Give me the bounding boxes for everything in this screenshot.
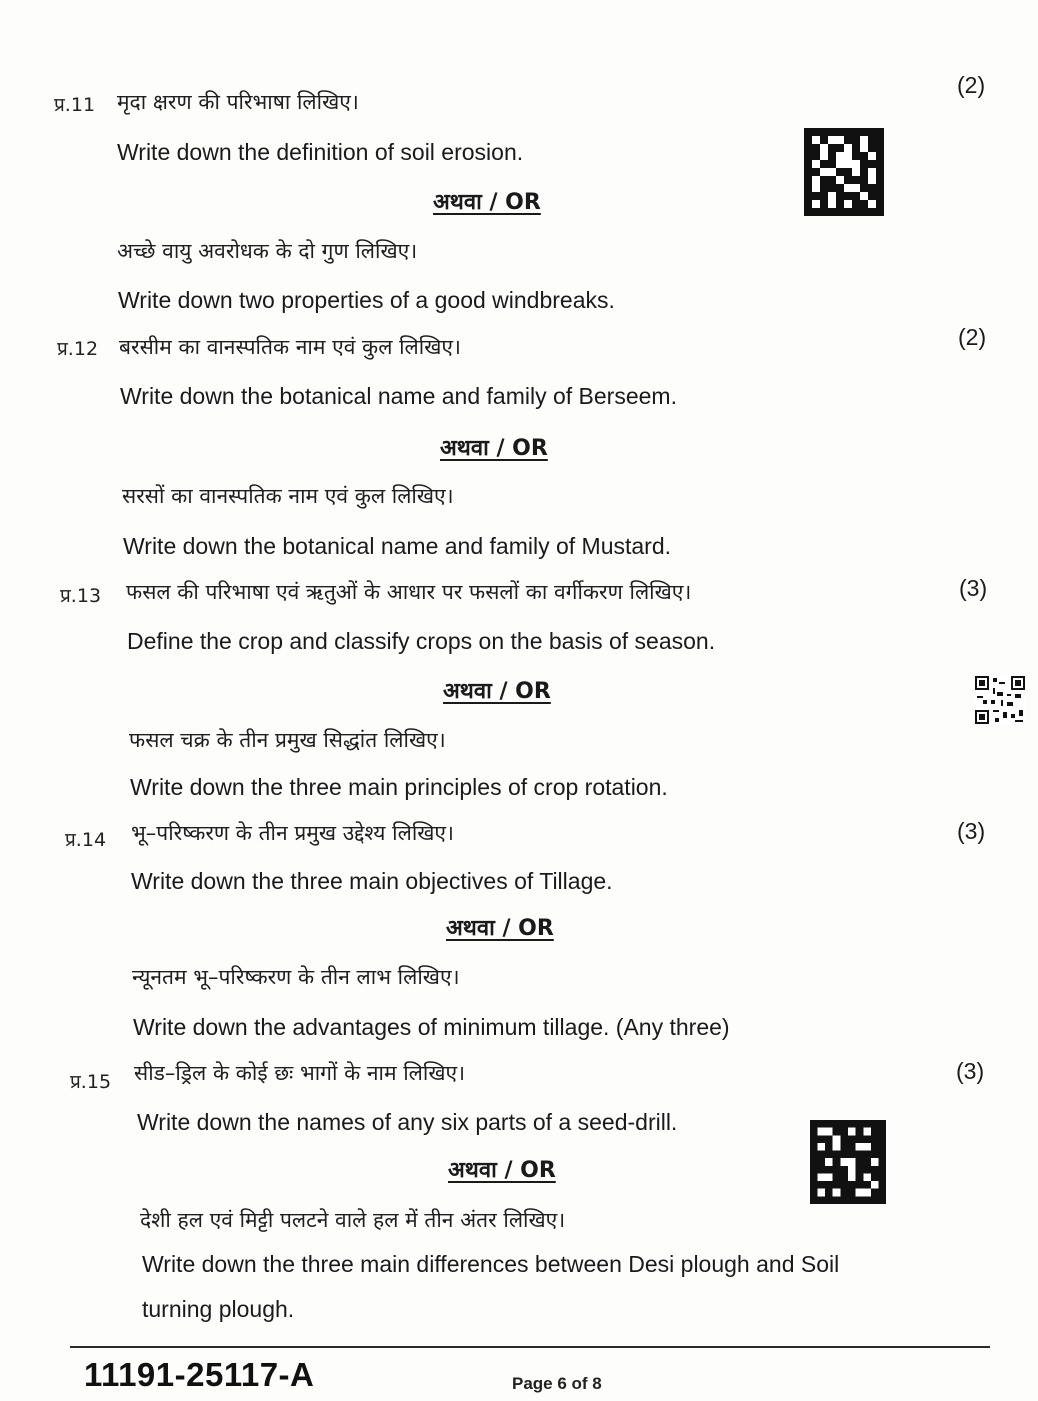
question-marks: (2) xyxy=(958,324,987,350)
datamatrix-code-icon xyxy=(808,1120,888,1204)
or-divider: अथवा / OR xyxy=(448,1158,556,1183)
question-marks: (2) xyxy=(957,72,986,98)
page-number: Page 6 of 8 xyxy=(512,1374,602,1393)
alternate-english-text: Write down the three main principles of crop rotation. xyxy=(130,774,668,800)
question-number: प्र.13 xyxy=(60,585,102,607)
question-number: प्र.14 xyxy=(65,829,107,851)
alternate-hindi-text: सरसों का वानस्पतिक नाम एवं कुल लिखिए। xyxy=(122,484,454,508)
question-hindi-text: मृदा क्षरण की परिभाषा लिखिए। xyxy=(117,90,359,114)
datamatrix-code-icon xyxy=(804,128,884,216)
question-number: प्र.15 xyxy=(70,1071,112,1093)
alternate-english-text: Write down the botanical name and family of Mustard. xyxy=(123,533,672,559)
question-hindi-text: सीड–ड्रिल के कोई छः भागों के नाम लिखिए। xyxy=(134,1061,466,1085)
question-english-text: Write down the names of any six parts of a seed-drill. xyxy=(137,1109,678,1135)
paper-code: 11191-25117-A xyxy=(84,1356,315,1393)
question-english-text: Write down the three main objectives of Tillage. xyxy=(131,868,613,894)
question-hindi-text: बरसीम का वानस्पतिक नाम एवं कुल लिखिए। xyxy=(119,335,461,359)
or-divider: अथवा / OR xyxy=(433,190,541,215)
question-number: प्र.12 xyxy=(57,338,99,360)
alternate-english-text-continued: turning plough. xyxy=(142,1296,295,1322)
alternate-english-text: Write down the advantages of minimum tillage. (Any three) xyxy=(133,1014,730,1040)
question-marks: (3) xyxy=(959,575,988,601)
question-hindi-text: फसल की परिभाषा एवं ऋतुओं के आधार पर फसलों का वर्गीकरण लिखिए। xyxy=(126,580,692,604)
question-marks: (3) xyxy=(956,1058,985,1084)
alternate-english-text: Write down the three main differences between Desi plough and Soil xyxy=(142,1251,840,1277)
alternate-english-text: Write down two properties of a good windbreaks. xyxy=(118,287,615,313)
question-english-text: Write down the definition of soil erosion. xyxy=(117,139,524,165)
or-divider: अथवा / OR xyxy=(446,916,554,941)
question-hindi-text: भू–परिष्करण के तीन प्रमुख उद्देश्य लिखिए। xyxy=(131,821,455,845)
question-english-text: Write down the botanical name and family of Berseem. xyxy=(120,383,677,409)
or-divider: अथवा / OR xyxy=(443,679,551,704)
alternate-hindi-text: देशी हल एवं मिट्टी पलटने वाले हल में तीन अंतर लिखिए। xyxy=(140,1208,566,1232)
question-marks: (3) xyxy=(957,818,986,844)
alternate-hindi-text: न्यूनतम भू–परिष्करण के तीन लाभ लिखिए। xyxy=(132,965,460,989)
or-divider: अथवा / OR xyxy=(440,436,548,461)
footer-rule xyxy=(70,1346,990,1348)
alternate-hindi-text: फसल चक्र के तीन प्रमुख सिद्धांत लिखिए। xyxy=(129,728,446,752)
question-number: प्र.11 xyxy=(54,94,96,116)
question-english-text: Define the crop and classify crops on the basis of season. xyxy=(127,628,716,654)
alternate-hindi-text: अच्छे वायु अवरोधक के दो गुण लिखिए। xyxy=(117,239,418,263)
qr-code-icon xyxy=(975,676,1025,724)
